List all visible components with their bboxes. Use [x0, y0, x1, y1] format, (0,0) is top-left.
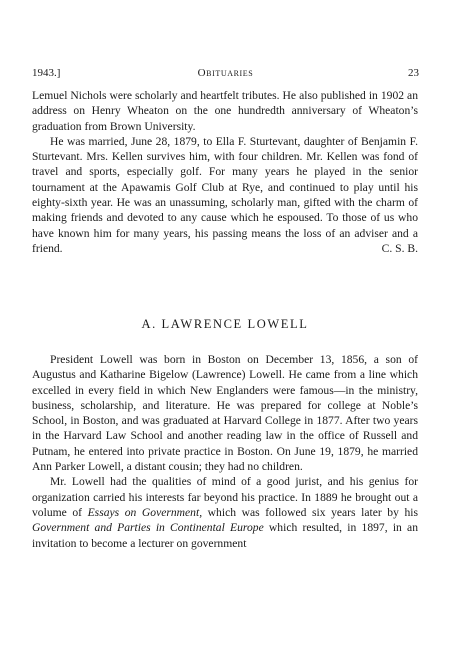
page-number: 23 [408, 67, 419, 79]
paragraph: Lemuel Nichols were scholarly and heartfelt tributes. He also published in 1902 an address on Henry Wheaton on the one hundredth anniversary of Wheaton’s graduation from Brown University. [32, 89, 418, 133]
book-title: Essays on Government, [87, 505, 203, 519]
signature-initials: C. S. B. [381, 241, 418, 255]
paragraph-text: Mr. Lowell had the qualities of mind of a good jurist, and his genius for organization carried his interests far beyond his practice. In 1889 he brought out a volume of [32, 475, 418, 519]
obituary-continued [32, 88, 418, 256]
running-head-year: 1943.] [32, 67, 61, 79]
obituary-lowell [32, 352, 418, 551]
paragraph [32, 134, 418, 256]
obituary-heading: A. LAWRENCE LOWELL [141, 317, 309, 331]
paragraph-text: which resulted, in 1897, in an invitation to become a lecturer on government [32, 521, 418, 550]
running-head-title: Obituaries [197, 67, 254, 79]
running-head [32, 66, 419, 80]
book-title: Government and Parties in Continental Europe [32, 521, 264, 535]
paragraph: President Lowell was born in Boston on December 13, 1856, a son of Augustus and Katharine Bigelow (Lawrence) Lowell. He came from a line which excelled in every field in which New Englanders were famous—in the ministry, business, scholarship, and literature. He was prepared for college at Noble’s School, in Boston, and was graduated at Harvard College in 1877. After two years in the Harvard Law School and another reading law in the office of Russell and Putnam, he entered into private practice in Boston. On June 19, 1879, he married Ann Parker Lowell, a distant cousin; they had no children. [32, 353, 418, 474]
paragraph-text: He was married, June 28, 1879, to Ella F. Sturtevant, daughter of Benjamin F. Sturtevant. Mrs. Kellen survives him, with four children. Mr. Kellen was fond of travel and sports, especially golf. For many years he played in the senior tournament at the Apawamis Golf Club at Rye, and continued to play until his eighty-sixth year. He was an unassuming, scholarly man, gifted with the charm of making friends and devoted to any cause which he espoused. To those of us who have known him for many years, his passing means the loss of an adviser and a friend. [32, 134, 418, 255]
paragraph [32, 474, 418, 550]
paragraph-text: which was followed six years later by his [202, 505, 418, 519]
